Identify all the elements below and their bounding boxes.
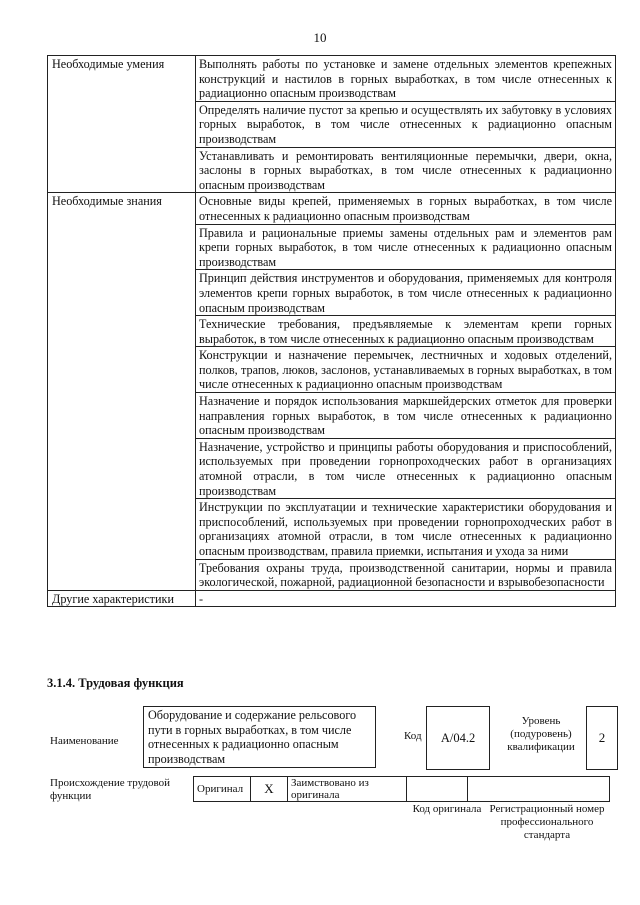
requirement-item: Правила и рациональные приемы замены отдельных рам и элементов рам крепи горных выработок, в том числе отнесенных к радиационно опасным производствам (196, 224, 616, 270)
origin-reg-caption: Регистрационный номер профессионального стандарта (489, 803, 605, 841)
requirement-row (48, 193, 616, 224)
origin-original-mark: X (251, 777, 288, 802)
function-code-value: A/04.2 (426, 706, 490, 770)
requirement-heading: Необходимые знания (48, 193, 196, 590)
page-number: 10 (313, 30, 327, 45)
requirement-item: Основные виды крепей, применяемых в горных выработках, в том числе отнесенных к радиационно опасным производствам (196, 193, 616, 224)
requirements-table (47, 55, 616, 607)
requirement-item: Выполнять работы по установке и замене отдельных элементов крепежных конструкций и настилов в горных выработках, в том числе отнесенных к радиационно опасным производствам (196, 56, 616, 102)
requirement-item: Требования охраны труда, производственной санитарии, нормы и правила экологической, пожарной, радиационной безопасности и взрывобезопасности (196, 559, 616, 590)
requirement-heading: Другие характеристики (48, 590, 196, 607)
origin-code-caption: Код оригинала (412, 803, 482, 815)
function-name-value: Оборудование и содержание рельсового пути в горных выработках, в том числе отнесенных к радиационно опасным производствам (143, 706, 376, 768)
qualification-level-value: 2 (586, 706, 618, 770)
function-name-label: Наименование (50, 735, 119, 747)
requirement-row (48, 590, 616, 607)
function-code-label: Код (404, 730, 422, 742)
requirement-item: Назначение, устройство и принципы работы оборудования и приспособлений, используемых при проведении горнопроходческих работ в организациях атомной отрасли, в том числе отнесенных к радиационно опасным производствам (196, 438, 616, 498)
requirement-item: Принцип действия инструментов и оборудования, применяемых для контроля элементов крепи горных выработок, в том числе отнесенных к радиационно опасным производствам (196, 270, 616, 316)
requirement-item: - (196, 590, 616, 607)
origin-borrowed-label: Заимствовано из оригинала (288, 777, 407, 802)
requirement-item: Инструкции по эксплуатации и технические характеристики оборудования и приспособлений, используемых при проведении горнопроходческих работ в организациях атомной отрасли, в том числе отнесенных к радиационно опасным производствам, правила приемки, испытания и ухода за ними (196, 499, 616, 559)
requirement-row (48, 56, 616, 102)
requirement-item: Технические требования, предъявляемые к элементам крепи горных выработок, в том числе отнесенных к радиационно опасным производствам (196, 316, 616, 347)
requirement-item: Устанавливать и ремонтировать вентиляционные перемычки, двери, окна, заслоны в горных выработках, в том числе отнесенных к радиационно опасным производствам (196, 147, 616, 193)
origin-table (193, 776, 610, 802)
origin-original-label: Оригинал (194, 777, 251, 802)
requirement-item: Назначение и порядок использования маркшейдерских отметок для проверки направления горных выработок, в том числе отнесенных к радиационно опасным производствам (196, 393, 616, 439)
requirement-item: Определять наличие пустот за крепью и осуществлять их забутовку в условиях горных выработок, в том числе отнесенных к радиационно опасным производствам (196, 101, 616, 147)
requirement-item: Конструкции и назначение перемычек, лестничных и ходовых отделений, полков, трапов, люков, заслонов, устанавливаемых в горных выработках, в том числе отнесенных к радиационно опасным производствам (196, 347, 616, 393)
qualification-level-label: Уровень (подуровень) квалификации (507, 715, 575, 753)
origin-reg-cell (468, 777, 610, 802)
function-origin-label: Происхождение трудовой функции (50, 777, 171, 802)
section-title: 3.1.4. Трудовая функция (47, 676, 184, 690)
origin-code-cell (407, 777, 468, 802)
requirement-heading: Необходимые умения (48, 56, 196, 193)
